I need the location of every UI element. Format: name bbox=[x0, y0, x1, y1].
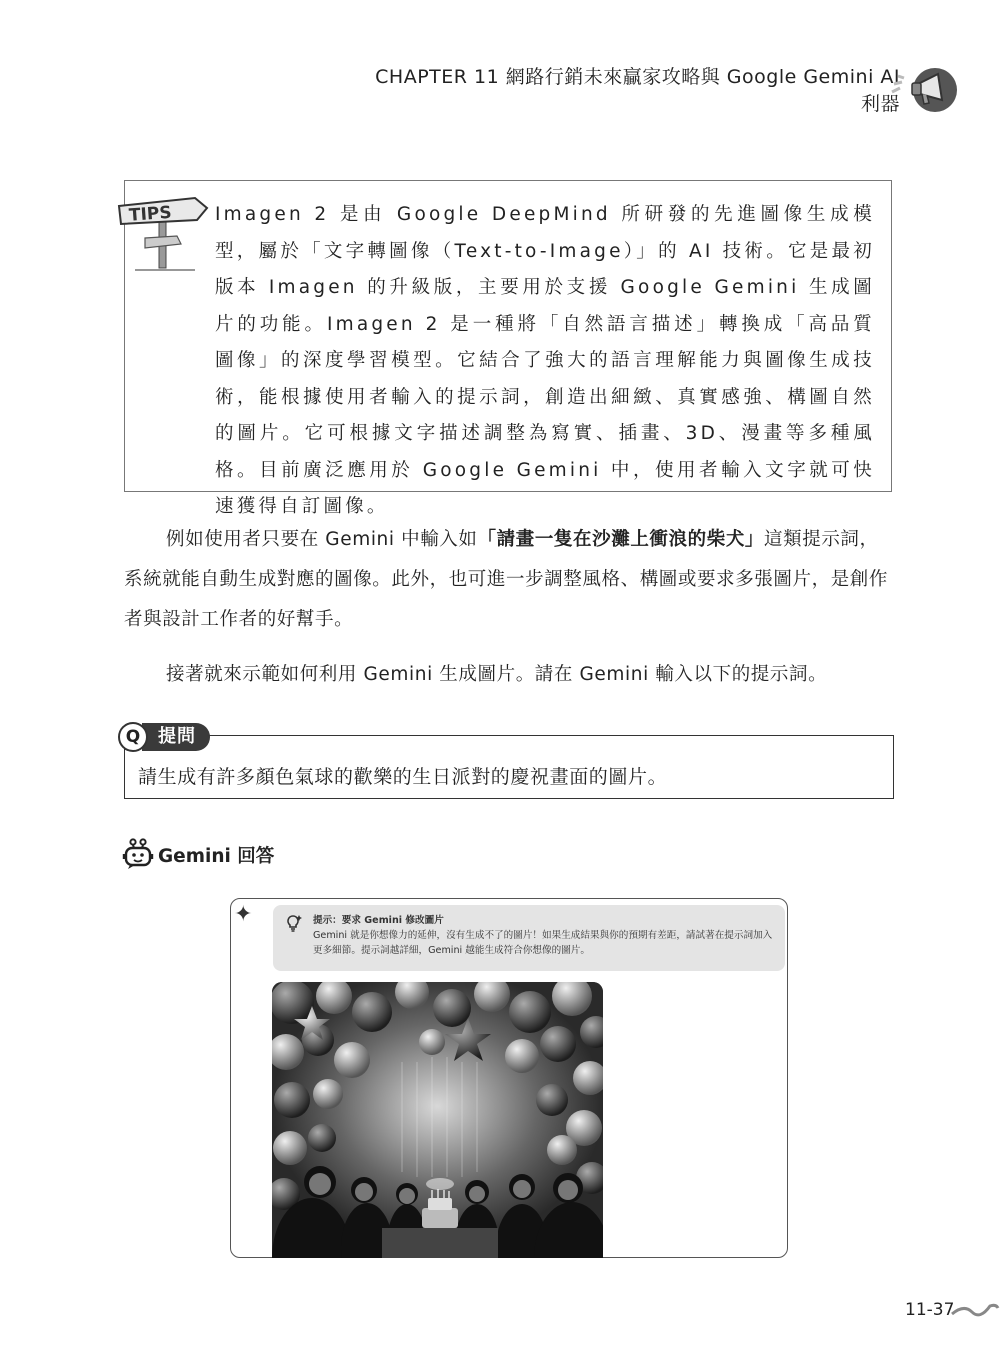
body-paragraph-1 bbox=[124, 520, 894, 640]
question-label: 提問 bbox=[142, 723, 210, 751]
paragraph-1-before: 例如使用者只要在 Gemini 中輸入如 bbox=[166, 529, 478, 550]
tips-sign-label: TIPS bbox=[128, 202, 173, 226]
sparkle-icon: ✦ bbox=[234, 902, 253, 927]
body-paragraph-2: 接著就來示範如何利用 Gemini 生成圖片。請在 Gemini 輸入以下的提示詞。 bbox=[166, 664, 828, 685]
paragraph-1-after: 這類提示詞，系統就能自動生成對應的圖像。此外，也可進一步調整風格、構圖或要求多張圖片，是創作者與設計工作者的好幫手。 bbox=[124, 529, 889, 630]
gemini-answer-label: Gemini 回答 bbox=[158, 846, 275, 867]
page-number-decoration bbox=[950, 1296, 1000, 1326]
paragraph-1-example-prompt: 「請畫一隻在沙灘上衝浪的柴犬」 bbox=[477, 529, 765, 550]
page-number: 11-37 bbox=[905, 1300, 955, 1320]
hint-banner bbox=[273, 905, 785, 971]
hint-body: Gemini 就是你想像力的延伸，沒有生成不了的圖片！如果生成結果與你的預期有差距，請試著在提示詞加入更多細節。提示詞越詳細，Gemini 越能生成符合你想像的圖片。 bbox=[313, 930, 773, 956]
chapter-title: 網路行銷未來贏家攻略與 Google Gemini AI 利器 bbox=[505, 66, 900, 115]
lightbulb-icon bbox=[283, 913, 303, 933]
megaphone-icon bbox=[890, 58, 960, 118]
generated-party-image bbox=[272, 982, 603, 1258]
chapter-label: CHAPTER 11 bbox=[375, 66, 500, 88]
hint-title: 提示：要求 Gemini 修改圖片 bbox=[313, 915, 444, 926]
tips-text: Imagen 2 是由 Google DeepMind 所研發的先進圖像生成模型，屬於「文字轉圖像（Text-to-Image）」的 AI 技術。它是最初版本 Imagen 的升級版，主要用於支援 Google Gemini 生成圖片的功能。Imagen 2 是一種將「自然語言描述」轉換成「高品質圖像」的深度學習模型。它結合了強大的語言理解能力與圖像生成技術，能根據使用者輸入的提示詞，創造出細緻、真實感強、構圖自然的圖片。它可根據文字描述調整為寫實、插畫、3D、漫畫等多種風格。目前廣泛應用於 Google Gemini 中，使用者輸入文字就可快速獲得自訂圖像。 bbox=[215, 204, 875, 517]
tips-signpost-icon bbox=[115, 186, 215, 274]
question-prompt-text: 請生成有許多顏色氣球的歡樂的生日派對的慶祝畫面的圖片。 bbox=[138, 766, 668, 788]
robot-icon bbox=[122, 838, 154, 870]
running-header bbox=[360, 62, 900, 116]
party-scene-illustration bbox=[272, 982, 603, 1258]
question-badge: Q bbox=[118, 722, 148, 752]
